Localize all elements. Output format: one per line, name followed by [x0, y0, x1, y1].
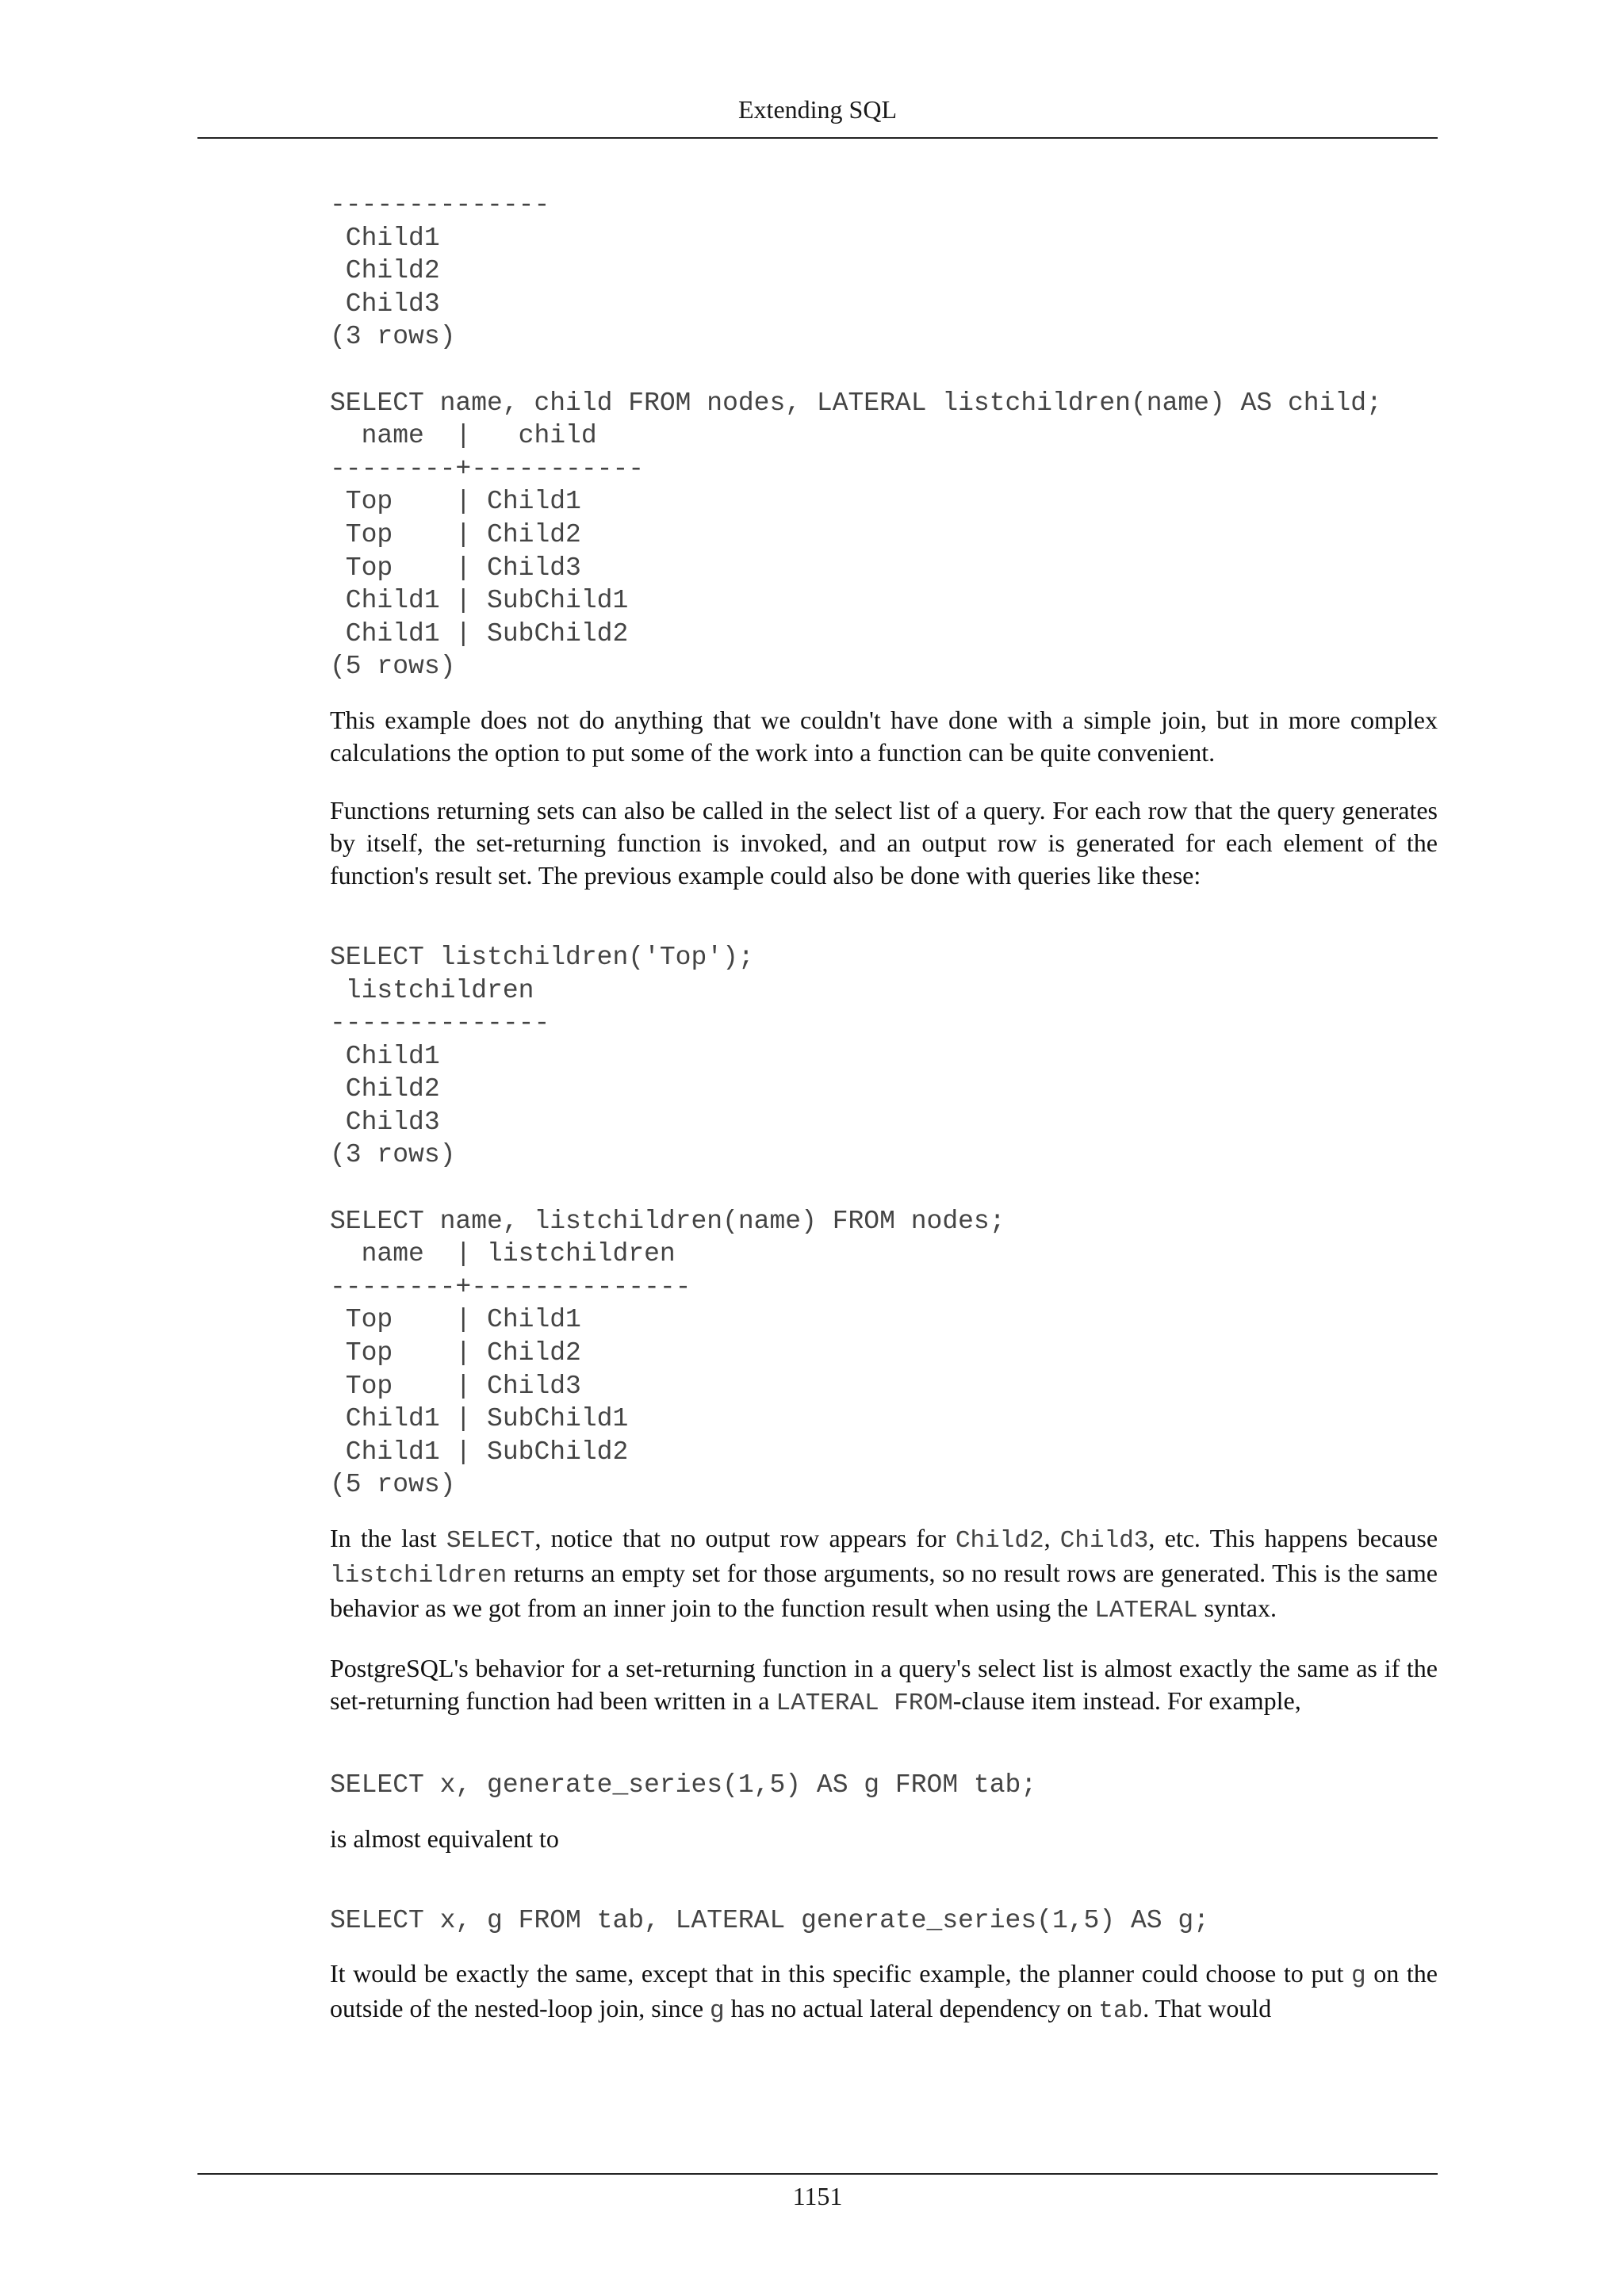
inline-code: g: [710, 1997, 725, 2026]
code-block-select-list-example: SELECT listchildren('Top'); listchildren -------------- Child1 Child2 Child3 (3 rows) SELECT name, listchildren(name) FROM nodes; name | listchildren --------+-------------- Top | Child1 Top | Child2 Top | Child3 Child1 | SubChild1 Child1 | SubChild2 (5 rows): [330, 942, 1005, 1500]
text-fragment: returns an empty set for those arguments, so no result rows are generated. This is the same behavior as we got from an inner join to the function result when using the: [330, 1559, 1438, 1622]
paragraph-postgresql-behavior: [330, 1652, 1438, 1720]
paragraph-planner-note: [330, 1957, 1438, 2027]
text-fragment: has no actual lateral dependency on: [724, 1994, 1099, 2023]
inline-code: g: [1351, 1962, 1366, 1991]
paragraph-select-list-functions: Functions returning sets can also be called in the select list of a query. For each row that the query generates by itself, the set-returning function is invoked, and an output row is generated for each element of the function's result set. The previous example could also be done with queries like these:: [330, 795, 1438, 890]
code-block-lateral-generate-series: SELECT x, g FROM tab, LATERAL generate_series(1,5) AS g;: [330, 1905, 1209, 1935]
text-fragment: It would be exactly the same, except that in this specific example, the planner could choose to put: [330, 1959, 1351, 1988]
header-divider: [197, 137, 1438, 139]
inline-code: listchildren: [330, 1562, 508, 1590]
inline-code: Child3: [1059, 1527, 1149, 1555]
text-fragment: -clause item instead. For example,: [952, 1686, 1301, 1715]
running-header: Extending SQL: [738, 95, 897, 124]
inline-code: Child2: [955, 1527, 1044, 1555]
text-fragment: PostgreSQL's behavior for a set-returning function in a query's select list is almost exactly the same as if the set-returning function had been written in a: [330, 1654, 1438, 1715]
page-number: 1151: [792, 2182, 843, 2210]
text-fragment: , notice that no output row appears for: [534, 1524, 956, 1552]
text-fragment: In the last: [330, 1524, 446, 1552]
text-fragment: syntax.: [1197, 1594, 1277, 1622]
inline-code: tab: [1098, 1997, 1143, 2026]
text-fragment: ,: [1044, 1524, 1060, 1552]
inline-code: SELECT: [446, 1527, 535, 1555]
code-block-lateral-example: -------------- Child1 Child2 Child3 (3 rows) SELECT name, child FROM nodes, LATERAL listchildren(name) AS child; name | child --------+----------- Top | Child1 Top | Child2 Top | Child3 Child1 | SubChild1 Child1 | SubChild2 (5 rows): [330, 190, 1382, 682]
paragraph-equivalent: is almost equivalent to: [330, 1823, 559, 1853]
footer-divider: [197, 2173, 1438, 2175]
text-fragment: . That would: [1143, 1994, 1272, 2023]
inline-code: LATERAL: [1094, 1597, 1198, 1624]
text-fragment: , etc. This happens because: [1148, 1524, 1438, 1552]
page-content: [330, 189, 1438, 2027]
inline-code: LATERAL FROM: [776, 1689, 953, 1717]
text-fragment: on the outside of the nested-loop join, since: [330, 1959, 1438, 2023]
paragraph-join-note: This example does not do anything that we couldn't have done with a simple join, but in more complex calculations the option to put some of the work into a function can be quite convenient.: [330, 705, 1438, 767]
paragraph-last-select-note: [330, 1522, 1438, 1627]
code-block-generate-series: SELECT x, generate_series(1,5) AS g FROM tab;: [330, 1770, 1037, 1800]
